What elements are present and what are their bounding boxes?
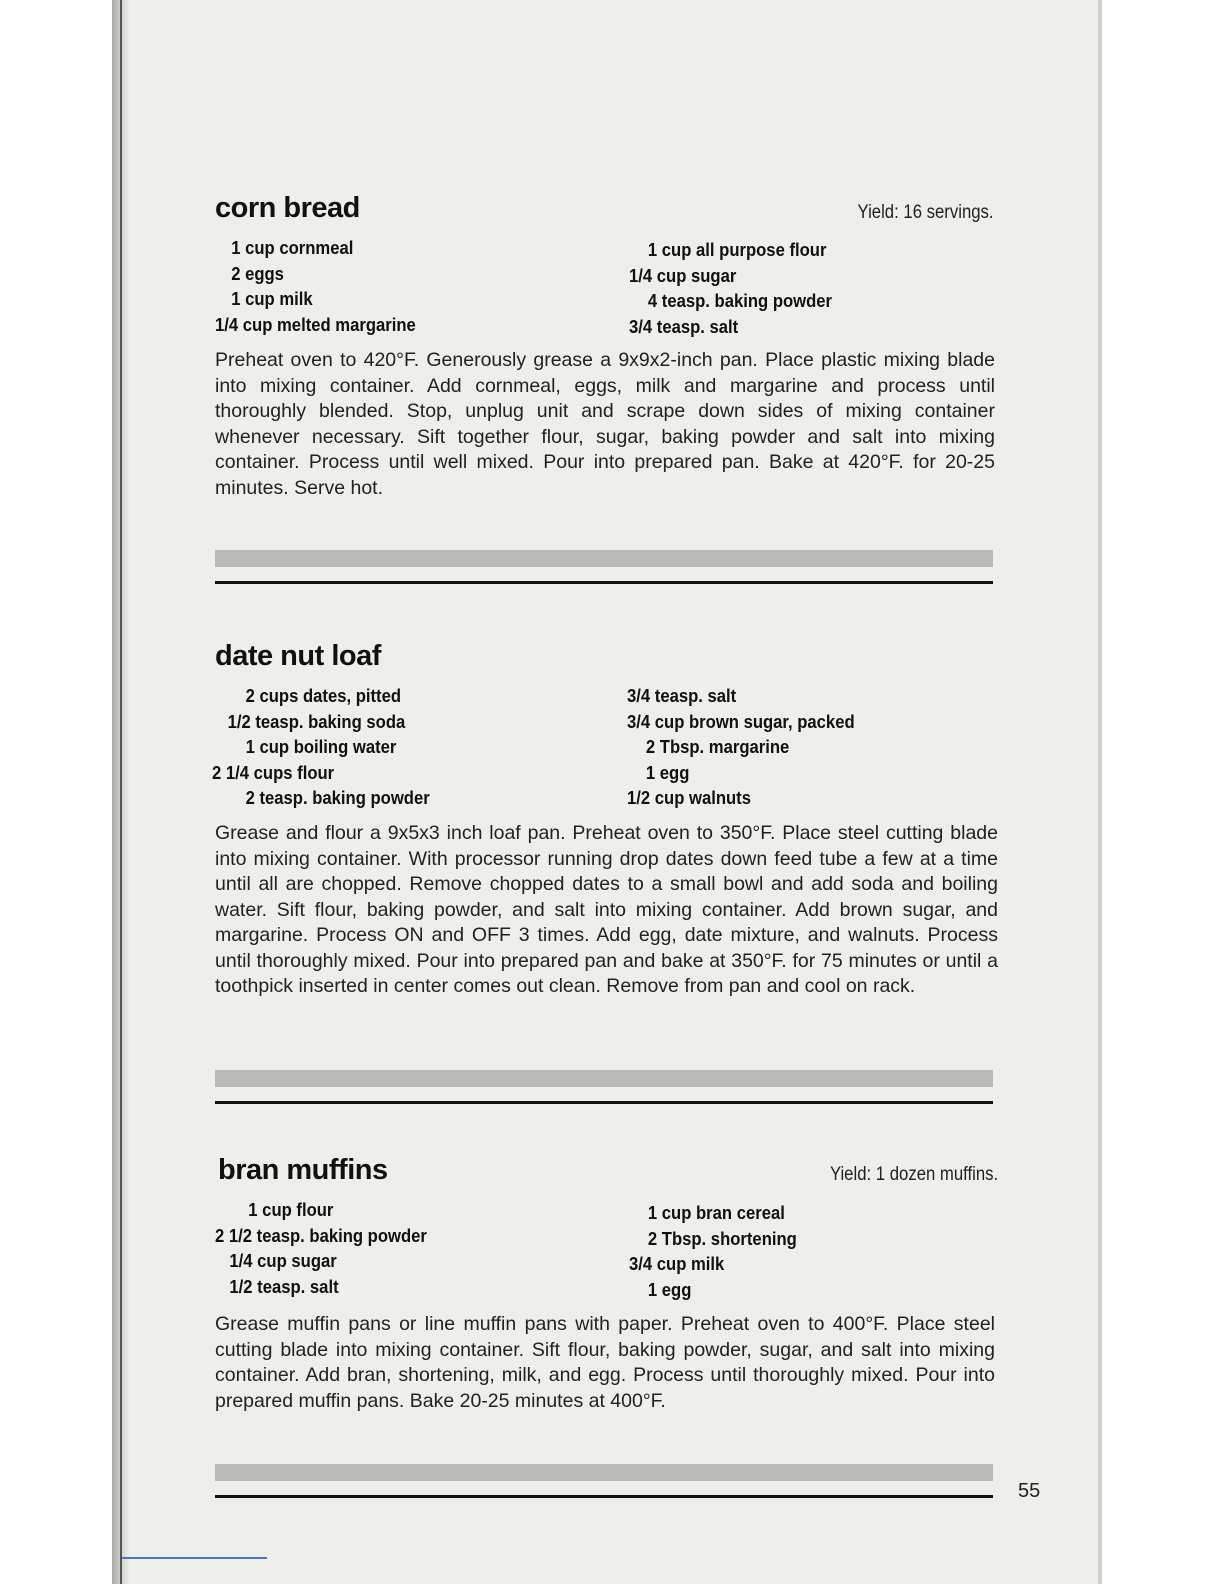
ingredient: 1 cup flour — [248, 1199, 334, 1220]
ingredient: 2 Tbsp. shortening — [647, 1227, 797, 1249]
ingredient: 1/2 cup walnuts — [627, 787, 751, 808]
recipe-title: bran muffins — [218, 1154, 388, 1186]
recipe-method: Grease and flour a 9x5x3 inch loaf pan. Preheat oven to 350°F. Place steel cutting blade into mixing container. With processor running drop dates down feed tube a few at a time until all are chopped. Remove chopped dates to a small bowl and add soda and boiling water. Sift flour, baking powder, and salt into mixing container. Add brown sugar, and margarine. Process ON and OFF 3 times. Add egg, date mixture, and walnuts. Process until thoroughly mixed. Pour into prepared pan and bake at 350°F. for 75 minutes or until a toothpick inserted in center comes out clean. Remove from pan and cool on rack. — [215, 822, 998, 997]
ingredient: 4 teasp. baking powder — [647, 290, 833, 311]
ingredient: 1 cup milk — [231, 288, 313, 309]
ingredient: 2 1/4 cups flour — [212, 761, 335, 783]
ingredients-left — [215, 235, 438, 337]
recipe-method: Grease muffin pans or line muffin pans with paper. Preheat oven to 400°F. Place steel cutting blade into mixing container. Sift flour, baking powder, sugar, and salt into mixing container. Add bran, shortening, milk, and egg. Process until thoroughly mixed. Pour into prepared muffin pans. Bake 20-25 minutes at 400°F. — [215, 1313, 995, 1412]
section-divider-rule — [215, 1495, 993, 1498]
ingredient: 3/4 teasp. salt — [627, 685, 737, 706]
ingredient: 1 cup cornmeal — [231, 237, 354, 258]
recipe-method: Preheat oven to 420°F. Generously grease a 9x9x2-inch pan. Place plastic mixing blade into mixing container. Add cornmeal, eggs, milk and margarine and process until thoroughly blended. Stop, unplug unit and scrape down sides of mixing container whenever necessary. Sift together flour, sugar, baking powder and salt into mixing container. Process until well mixed. Pour into prepared pan. Bake at 420°F. for 20-25 minutes. Serve hot. — [215, 349, 995, 499]
ingredient: 2 cups dates, pitted — [245, 685, 402, 706]
blue-mark — [122, 1557, 267, 1559]
ingredient: 3/4 teasp. salt — [629, 315, 739, 337]
section-divider-rule — [215, 1101, 993, 1104]
ingredients-left — [215, 1197, 450, 1299]
ingredients-right — [629, 237, 855, 339]
recipe-yield: Yield: 16 servings. — [857, 202, 994, 223]
ingredient: 1/4 cup sugar — [629, 264, 737, 286]
ingredients-left — [212, 683, 454, 811]
section-divider-band — [215, 1464, 993, 1481]
recipe-corn-bread — [215, 192, 1000, 499]
ingredients-right — [629, 1200, 815, 1302]
ingredient: 1 cup boiling water — [245, 736, 397, 757]
ingredient: 3/4 cup brown sugar, packed — [627, 710, 855, 732]
section-divider-rule — [215, 581, 993, 584]
page-number: 55 — [1018, 1480, 1041, 1502]
page-binding-line — [120, 0, 122, 1584]
recipe-bran-muffins — [215, 1154, 1000, 1424]
ingredient: 1/4 cup sugar — [229, 1250, 337, 1271]
ingredients-right — [627, 683, 880, 811]
ingredient: 1/2 teasp. baking soda — [227, 710, 406, 732]
ingredient: 1 cup bran cereal — [647, 1202, 785, 1223]
ingredient: 3/4 cup milk — [629, 1253, 725, 1274]
ingredient: 1 egg — [645, 761, 690, 783]
ingredient: 1 cup all purpose flour — [647, 239, 827, 260]
ingredient: 1/2 teasp. salt — [229, 1275, 339, 1297]
ingredient: 2 1/2 teasp. baking powder — [215, 1224, 427, 1246]
recipe-date-nut-loaf — [212, 640, 1000, 1020]
ingredient: 1/4 cup melted margarine — [215, 313, 416, 335]
ingredient: 2 teasp. baking powder — [245, 787, 430, 808]
section-divider-band — [215, 1070, 993, 1087]
ingredient: 2 eggs — [231, 262, 284, 284]
recipe-yield: Yield: 1 dozen muffins. — [829, 1164, 998, 1185]
section-divider-band — [215, 550, 993, 567]
ingredient: 2 Tbsp. margarine — [645, 736, 790, 757]
recipe-title: corn bread — [215, 192, 360, 224]
ingredient: 1 egg — [647, 1278, 692, 1300]
recipe-title: date nut loaf — [215, 640, 381, 672]
page-right-edge — [1098, 0, 1102, 1584]
